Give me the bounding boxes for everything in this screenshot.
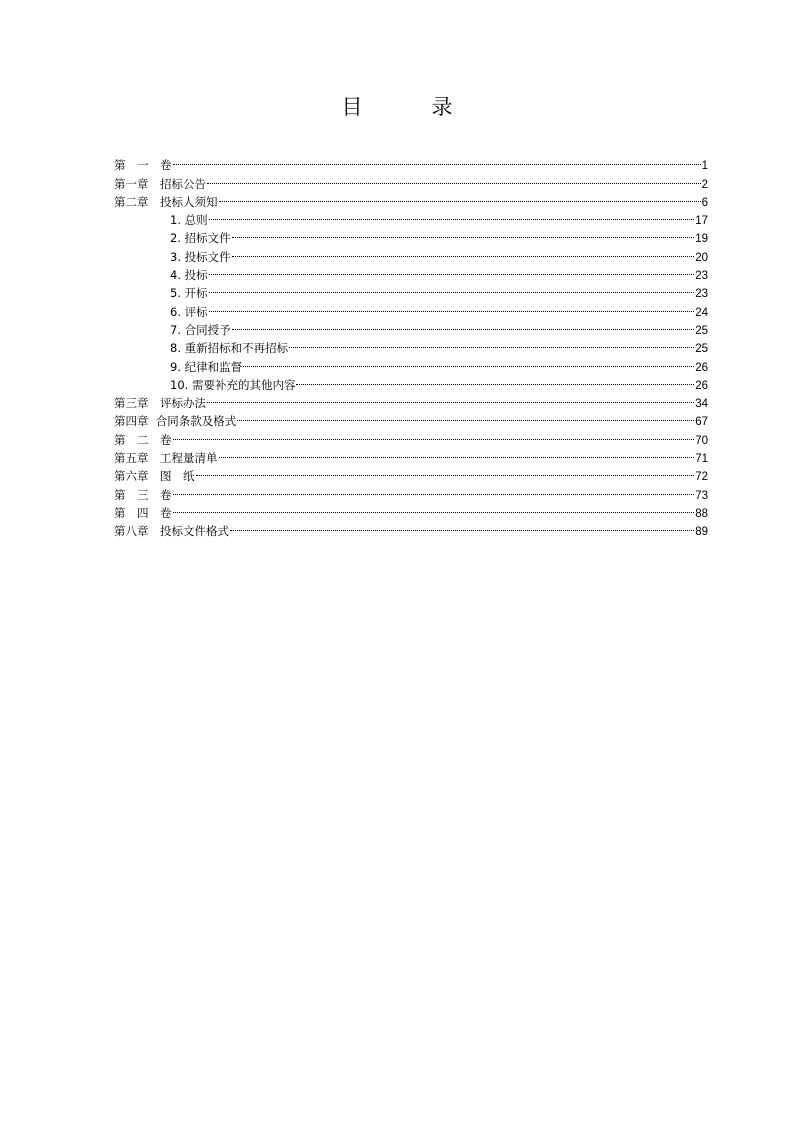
toc-entry-label: 2. 招标文件	[170, 231, 231, 246]
toc-dot-leader	[173, 480, 695, 498]
toc-dot-leader	[173, 499, 695, 517]
toc-entry-label: 第 二 卷	[114, 432, 172, 447]
toc-entry-page-number: 20	[695, 251, 708, 264]
toc-entry-label: 第 四 卷	[114, 505, 172, 520]
toc-entry[interactable]	[114, 444, 708, 466]
toc-list	[114, 151, 708, 539]
toc-entry-page-number: 1	[701, 160, 708, 173]
toc-dot-leader	[219, 188, 701, 206]
toc-entry-page-number: 24	[695, 306, 708, 319]
toc-title: 目 录	[341, 95, 477, 119]
toc-entry-label: 第五章 工程量清单	[114, 451, 218, 466]
toc-entry-page-number: 23	[695, 288, 708, 301]
toc-entry-page-number: 70	[695, 434, 708, 447]
toc-entry-page-number: 26	[695, 379, 708, 392]
toc-entry-label: 第四章 合同条款及格式	[114, 414, 237, 429]
toc-entry-page-number: 26	[695, 361, 708, 374]
toc-entry-page-number: 71	[695, 453, 708, 466]
toc-entry-page-number: 19	[695, 233, 708, 246]
toc-entry-label: 第六章 图 纸	[114, 469, 195, 484]
toc-entry-page-number: 25	[695, 324, 708, 337]
toc-entry-label: 4. 投标	[170, 268, 208, 283]
toc-entry-page-number: 89	[695, 526, 708, 539]
toc-entry-label: 10. 需要补充的其他内容	[170, 377, 296, 392]
toc-dot-leader	[289, 334, 694, 352]
toc-entry-label: 第八章 投标文件格式	[114, 524, 229, 539]
toc-dot-leader	[232, 242, 695, 260]
toc-entry-label: 第一章 招标公告	[114, 176, 206, 191]
toc-dot-leader	[209, 297, 695, 315]
toc-dot-leader	[237, 407, 694, 425]
toc-dot-leader	[232, 224, 695, 242]
toc-dot-leader	[230, 517, 694, 535]
toc-dot-leader	[209, 206, 695, 224]
toc-entry-label: 1. 总则	[170, 213, 208, 228]
toc-entry[interactable]	[114, 499, 708, 520]
toc-entry-page-number: 17	[695, 215, 708, 228]
toc-entry-page-number: 67	[695, 416, 708, 429]
toc-entry[interactable]	[114, 517, 708, 539]
toc-entry[interactable]	[114, 462, 708, 484]
toc-dot-leader	[296, 371, 694, 389]
toc-dot-leader	[243, 352, 694, 370]
toc-entry-label: 第三章 评标办法	[114, 396, 206, 411]
toc-dot-leader	[173, 425, 695, 443]
toc-entry-page-number: 6	[701, 196, 708, 209]
toc-dot-leader	[173, 151, 701, 169]
toc-entry-label: 第 三 卷	[114, 487, 172, 502]
toc-entry-label: 6. 评标	[170, 304, 208, 319]
toc-entry-label: 第 一 卷	[114, 158, 172, 173]
toc-dot-leader	[209, 261, 695, 279]
toc-entry-page-number: 34	[695, 398, 708, 411]
toc-entry[interactable]	[114, 169, 708, 191]
toc-entry-page-number: 25	[695, 343, 708, 356]
toc-entry-label: 第二章 投标人须知	[114, 194, 218, 209]
toc-entry[interactable]	[114, 480, 708, 502]
toc-entry-label: 7. 合同授予	[170, 322, 231, 337]
toc-entry-page-number: 88	[695, 507, 708, 520]
toc-dot-leader	[232, 316, 695, 334]
toc-entry-label: 8. 重新招标和不再招标	[170, 341, 289, 356]
toc-dot-leader	[207, 169, 701, 187]
toc-entry-page-number: 72	[695, 471, 708, 484]
toc-entry-label: 5. 开标	[170, 286, 208, 301]
toc-entry-page-number: 23	[695, 270, 708, 283]
toc-entry-page-number: 2	[701, 178, 708, 191]
toc-entry[interactable]	[114, 425, 708, 447]
toc-entry[interactable]	[114, 151, 708, 173]
toc-dot-leader	[207, 389, 694, 407]
toc-dot-leader	[209, 279, 695, 297]
toc-entry-label: 9. 纪律和监督	[170, 359, 243, 374]
toc-dot-leader	[219, 444, 695, 462]
toc-entry-label: 3. 投标文件	[170, 249, 231, 264]
toc-dot-leader	[196, 462, 695, 480]
toc-entry-page-number: 73	[695, 489, 708, 502]
